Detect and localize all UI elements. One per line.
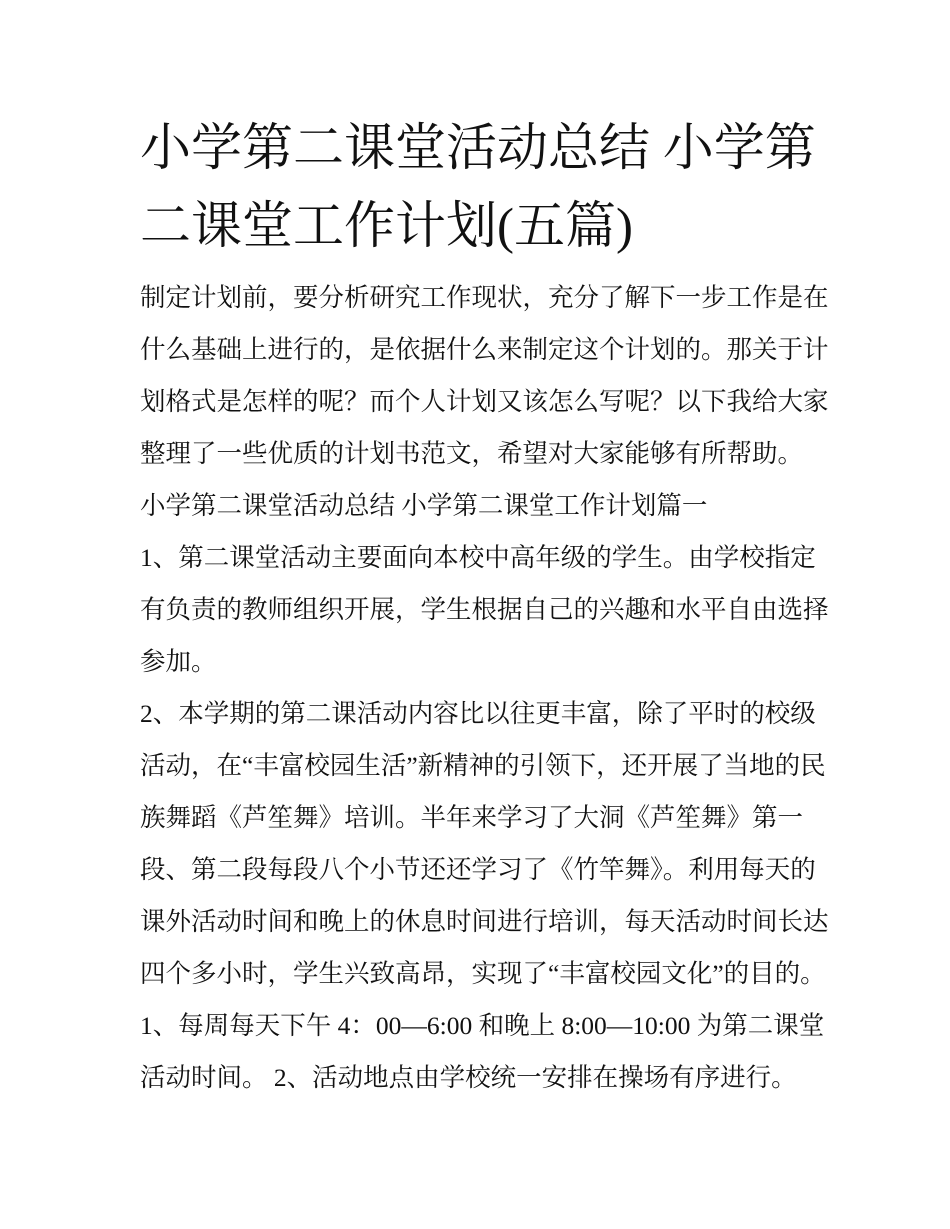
- body-line: 1、第二课堂活动主要面向本校中高年级的学生。由学校指定: [140, 543, 816, 572]
- body-line: 什么基础上进行的，是依据什么来制定这个计划的。那关于计: [140, 335, 829, 364]
- body-line: 参加。: [140, 647, 217, 676]
- title-line: 二课堂工作计划(五篇): [140, 199, 633, 255]
- body-line: 2、本学期的第二课活动内容比以往更丰富，除了平时的校级: [140, 699, 816, 728]
- body-line: 活动，在“丰富校园生活”新精神的引领下，还开展了当地的民: [140, 751, 826, 780]
- body-line: 活动时间。 2、活动地点由学校统一安排在操场有序进行。: [140, 1063, 797, 1092]
- body-line: 段、第二段每段八个小节还还学习了《竹竿舞》。利用每天的: [140, 855, 816, 884]
- body-line: 1、每周每天下午 4：00—6:00 和晚上 8:00—10:00 为第二课堂: [140, 1011, 825, 1040]
- body-line: 划格式是怎样的呢？而个人计划又该怎么写呢？以下我给大家: [140, 387, 829, 416]
- section-heading: 小学第二课堂活动总结 小学第二课堂工作计划篇一: [140, 491, 708, 520]
- document-body: [140, 272, 840, 1104]
- body-line: 族舞蹈《芦笙舞》培训。半年来学习了大洞《芦笙舞》第一: [140, 803, 804, 832]
- body-line: 整理了一些优质的计划书范文，希望对大家能够有所帮助。: [140, 439, 804, 468]
- title-line: 小学第二课堂活动总结 小学第: [140, 121, 816, 177]
- body-line: 四个多小时，学生兴致高昂，实现了“丰富校园文化”的目的。: [140, 959, 826, 988]
- body-line: 有负责的教师组织开展，学生根据自己的兴趣和水平自由选择: [140, 595, 829, 624]
- body-line: 课外活动时间和晚上的休息时间进行培训，每天活动时间长达: [140, 907, 829, 936]
- body-line: 制定计划前，要分析研究工作现状，充分了解下一步工作是在: [140, 283, 829, 312]
- document-title: [140, 110, 860, 266]
